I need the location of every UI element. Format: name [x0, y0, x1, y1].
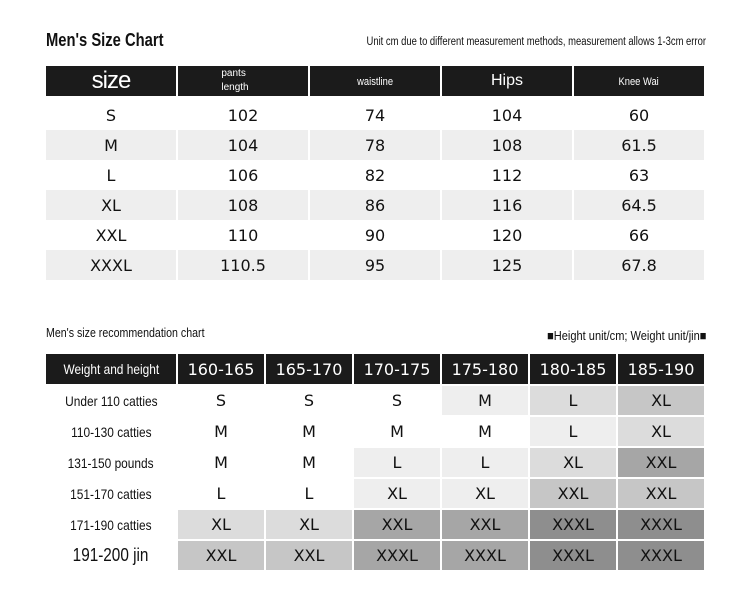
size-label-cell: XL: [46, 190, 176, 220]
recommended-size-cell: XL: [618, 384, 704, 415]
measurement-cell: 102: [227, 105, 259, 125]
size-label-cell: M: [46, 130, 176, 160]
recommendation-row: [46, 477, 704, 508]
recommended-size-cell: XXL: [618, 446, 704, 477]
height-range-header: 160-165: [178, 354, 264, 384]
recommended-size-cell: XL: [354, 477, 440, 508]
weight-label: 151-170 catties: [46, 477, 176, 508]
measurement-cell: 74: [364, 105, 386, 125]
recommended-size-cell: XL: [530, 446, 616, 477]
header-weight-and-height: Weight and height: [46, 354, 176, 384]
header-pants-length: [178, 66, 308, 100]
weight-label: Under 110 catties: [46, 384, 176, 415]
size-label-cell: L: [106, 165, 116, 185]
measurement-cell: 110.5: [178, 250, 308, 280]
header-pants-line1: pants: [221, 68, 246, 79]
header-pants-line2: length: [221, 82, 249, 93]
measurement-cell: 66: [628, 225, 650, 245]
header-knee: Knee Wai: [574, 66, 704, 100]
measurement-cell: 64.5: [574, 190, 704, 220]
measurement-cell: 63: [628, 165, 650, 185]
recommended-size-cell: L: [530, 384, 616, 415]
recommended-size-cell: L: [442, 446, 528, 477]
size-row: [46, 220, 704, 250]
recommendation-row: [46, 415, 704, 446]
size-label-cell: XXXL: [46, 250, 176, 280]
measurement-cell: 104: [491, 105, 523, 125]
header-waistline: waistline: [310, 66, 440, 100]
recommended-size-cell: XXL: [266, 539, 352, 570]
size-row: [46, 160, 704, 190]
recommended-size-cell: XXL: [442, 508, 528, 539]
measurement-cell: 61.5: [574, 130, 704, 160]
measurement-cell: 104: [178, 130, 308, 160]
size-row: [46, 190, 704, 220]
weight-label: 191-200 jin: [46, 539, 176, 570]
recommended-size-cell: XXXL: [618, 508, 704, 539]
recommended-size-cell: XXL: [178, 539, 264, 570]
recommended-size-cell: S: [178, 384, 264, 415]
height-range-header: 165-170: [266, 354, 352, 384]
recommendation-header-row: [46, 354, 704, 384]
measurement-cell: 95: [310, 250, 440, 280]
measurement-cell: 112: [491, 165, 523, 185]
recommended-size-cell: M: [266, 446, 352, 477]
measurement-cell: 120: [491, 225, 523, 245]
recommended-size-cell: XXXL: [618, 539, 704, 570]
recommendation-row: [46, 539, 704, 570]
height-range-header: 175-180: [442, 354, 528, 384]
recommended-size-cell: S: [266, 384, 352, 415]
measurement-cell: 78: [310, 130, 440, 160]
recommended-size-cell: XL: [618, 415, 704, 446]
measurement-cell: 106: [227, 165, 259, 185]
recommended-size-cell: XXXL: [530, 539, 616, 570]
measurement-cell: 108: [442, 130, 572, 160]
height-range-header: 185-190: [618, 354, 704, 384]
measurement-cell: 82: [364, 165, 386, 185]
weight-label: 171-190 catties: [46, 508, 176, 539]
measurement-cell: 110: [227, 225, 259, 245]
recommendation-table: [44, 354, 706, 570]
measurement-cell: 125: [442, 250, 572, 280]
recommended-size-cell: XXL: [354, 508, 440, 539]
recommended-size-cell: XXXL: [354, 539, 440, 570]
header-size: size: [46, 66, 176, 100]
measurement-note: Unit cm due to different measurement methods, measurement allows 1-3cm error: [366, 36, 706, 48]
recommended-size-cell: M: [178, 415, 264, 446]
recommended-size-cell: M: [178, 446, 264, 477]
size-chart-header-row: [46, 66, 704, 100]
recommendation-row: [46, 384, 704, 415]
recommended-size-cell: XXL: [618, 477, 704, 508]
recommendation-row: [46, 508, 704, 539]
size-chart-title: Men's Size Chart: [46, 30, 164, 50]
recommended-size-cell: L: [530, 415, 616, 446]
recommendation-row: [46, 446, 704, 477]
size-row: [46, 100, 704, 130]
recommended-size-cell: XXXL: [442, 539, 528, 570]
size-row: [46, 130, 704, 160]
measurement-cell: 60: [628, 105, 650, 125]
header-hips: Hips: [442, 66, 572, 100]
recommendation-units-note: ■Height unit/cm; Weight unit/jin■: [546, 328, 706, 343]
size-label-cell: XXL: [95, 225, 127, 245]
recommended-size-cell: L: [266, 477, 352, 508]
measurement-cell: 90: [364, 225, 386, 245]
recommended-size-cell: M: [442, 415, 528, 446]
recommended-size-cell: XL: [178, 508, 264, 539]
recommended-size-cell: L: [354, 446, 440, 477]
weight-label: 110-130 catties: [46, 415, 176, 446]
recommended-size-cell: XXL: [530, 477, 616, 508]
height-range-header: 180-185: [530, 354, 616, 384]
size-row: [46, 250, 704, 280]
measurement-cell: 108: [178, 190, 308, 220]
height-range-header: 170-175: [354, 354, 440, 384]
recommended-size-cell: S: [354, 384, 440, 415]
weight-label: 131-150 pounds: [46, 446, 176, 477]
recommended-size-cell: L: [178, 477, 264, 508]
recommended-size-cell: M: [354, 415, 440, 446]
recommended-size-cell: M: [266, 415, 352, 446]
size-chart-table: [44, 66, 706, 280]
measurement-cell: 67.8: [574, 250, 704, 280]
measurement-cell: 86: [310, 190, 440, 220]
recommended-size-cell: XXXL: [530, 508, 616, 539]
recommendation-title: Men's size recommendation chart: [46, 326, 205, 340]
size-label-cell: S: [105, 105, 117, 125]
recommended-size-cell: XL: [442, 477, 528, 508]
measurement-cell: 116: [442, 190, 572, 220]
recommended-size-cell: XL: [266, 508, 352, 539]
recommended-size-cell: M: [442, 384, 528, 415]
